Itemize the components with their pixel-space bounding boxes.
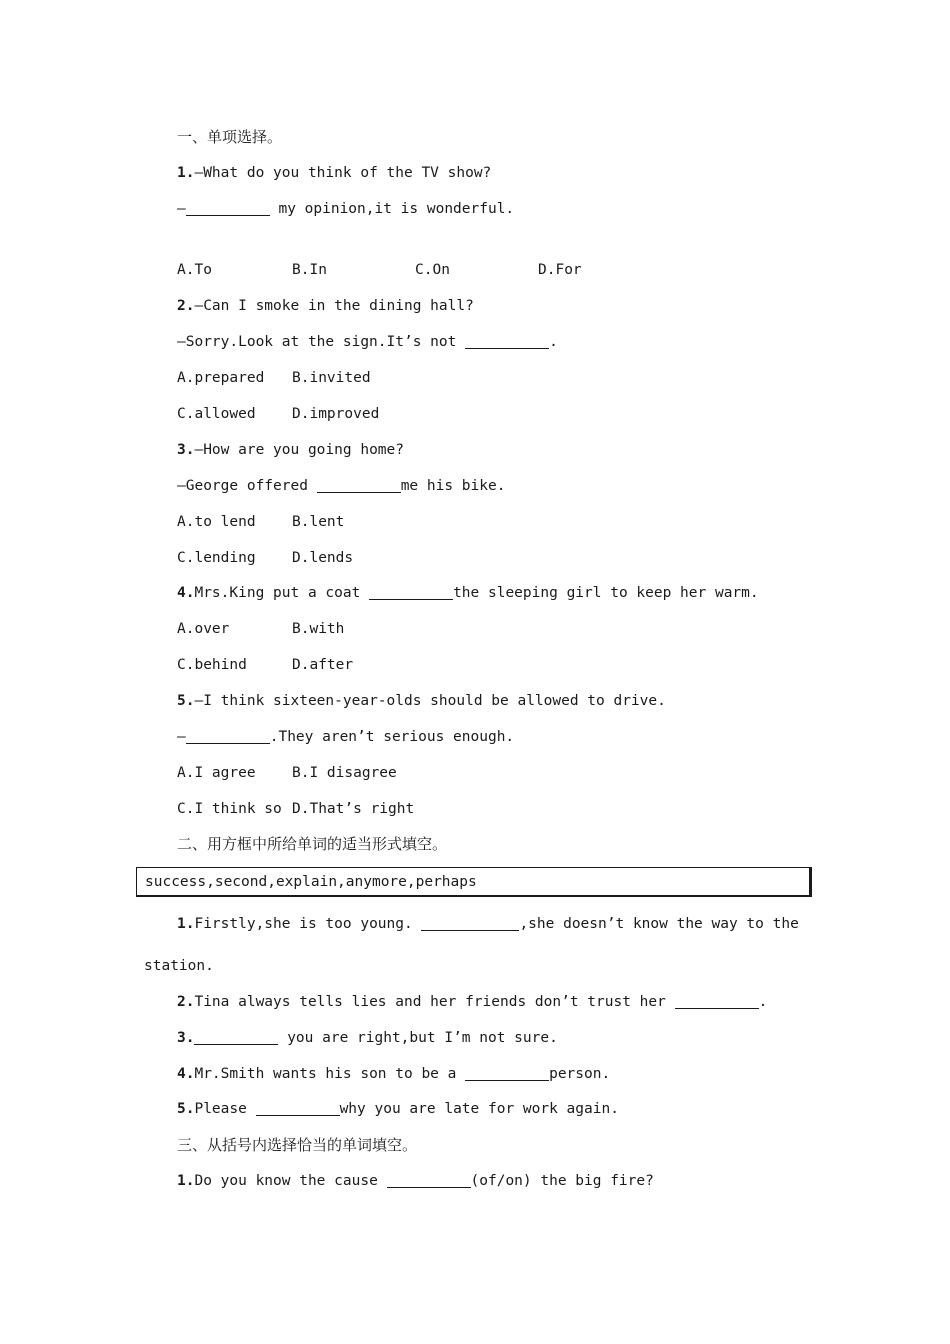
answer-blank[interactable] <box>387 1173 471 1188</box>
option-4d: D.after <box>292 657 354 673</box>
option-2d: D.improved <box>292 406 380 422</box>
question-5: 5.—I think sixteen-year-olds should be allowed to drive. <box>177 693 666 709</box>
option-1d: D.For <box>538 262 582 278</box>
fill-item-5: 5.Please why you are late for work again. <box>177 1101 619 1117</box>
option-3d: D.lends <box>292 550 354 566</box>
answer-blank[interactable] <box>675 994 759 1009</box>
option-3c: C.lending <box>177 550 256 566</box>
option-2c: C.allowed <box>177 406 256 422</box>
fill-item-3: 3. you are right,but I’m not sure. <box>177 1030 558 1046</box>
fill-item-1: 1.Firstly,she is too young. ,she doesn’t know the way to the <box>177 916 799 932</box>
option-1b: B.In <box>292 262 327 278</box>
option-3a: A.to lend <box>177 514 256 530</box>
option-4c: C.behind <box>177 657 247 673</box>
section1-heading: 一、单项选择。 <box>177 128 283 146</box>
answer-blank[interactable] <box>465 1066 549 1081</box>
option-5d: D.That’s right <box>292 801 415 817</box>
answer-blank[interactable] <box>421 916 519 931</box>
question-1: 1.—What do you think of the TV show? <box>177 165 492 181</box>
option-1a: A.To <box>177 262 212 278</box>
option-5b: B.I disagree <box>292 765 397 781</box>
answer-line-3: —George offered me his bike. <box>177 478 506 494</box>
answer-blank[interactable] <box>256 1101 340 1116</box>
word-box <box>136 867 812 897</box>
answer-blank[interactable] <box>369 585 453 600</box>
answer-line-2: —Sorry.Look at the sign.It’s not . <box>177 334 558 350</box>
question-2: 2.—Can I smoke in the dining hall? <box>177 298 474 314</box>
option-2b: B.invited <box>292 370 371 386</box>
section2-heading: 二、用方框中所给单词的适当形式填空。 <box>177 835 448 853</box>
option-4b: B.with <box>292 621 345 637</box>
question-4: 4.Mrs.King put a coat the sleeping girl to keep her warm. <box>177 585 759 601</box>
answer-line-5: — .They aren’t serious enough. <box>177 729 515 745</box>
question-3: 3.—How are you going home? <box>177 442 404 458</box>
option-2a: A.prepared <box>177 370 265 386</box>
option-5c: C.I think so <box>177 801 282 817</box>
fill-item-4: 4.Mr.Smith wants his son to be a person. <box>177 1066 611 1082</box>
answer-line-1: — my opinion,it is wonderful. <box>177 201 515 217</box>
answer-blank[interactable] <box>465 334 549 349</box>
option-5a: A.I agree <box>177 765 256 781</box>
choice-fill-item-1: 1.Do you know the cause (of/on) the big fire? <box>177 1173 654 1189</box>
section3-heading: 三、从括号内选择恰当的单词填空。 <box>177 1136 418 1154</box>
answer-blank[interactable] <box>194 1030 278 1045</box>
answer-blank[interactable] <box>186 201 270 216</box>
option-1c: C.On <box>415 262 450 278</box>
word-box-text: success,second,explain,anymore,perhaps <box>145 874 477 890</box>
answer-blank[interactable] <box>186 729 270 744</box>
option-4a: A.over <box>177 621 230 637</box>
fill-item-2: 2.Tina always tells lies and her friends don’t trust her . <box>177 994 768 1010</box>
answer-blank[interactable] <box>317 478 401 493</box>
fill-item-1-continuation: station. <box>144 958 214 974</box>
option-3b: B.lent <box>292 514 345 530</box>
